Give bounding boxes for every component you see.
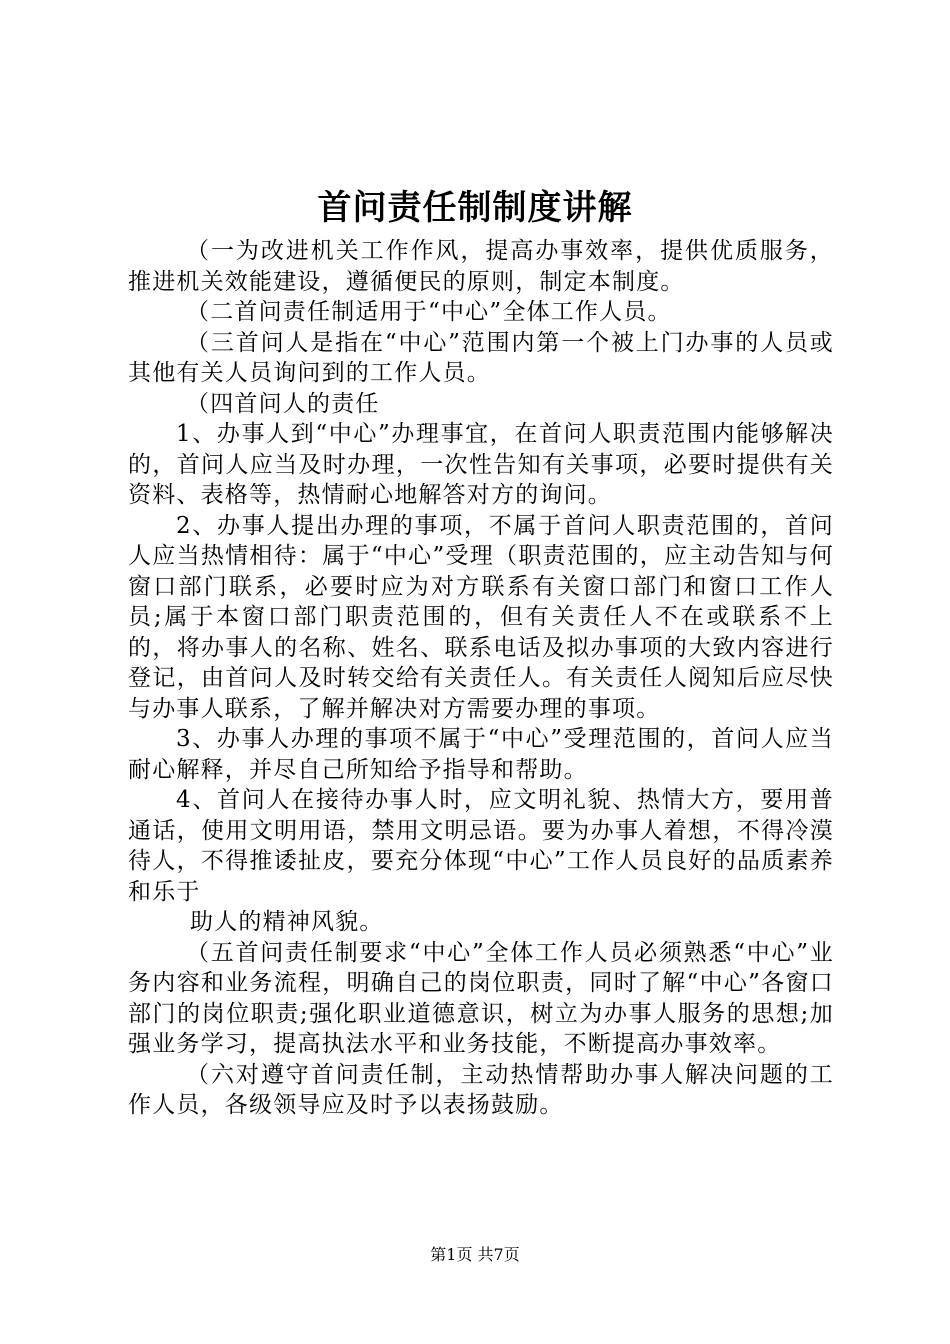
document-body [128, 236, 834, 1121]
paragraph-2: （二首问责任制适用于“中心”全体工作人员。 [186, 299, 672, 325]
page-number-footer: 第1页 共7页 [430, 1245, 520, 1264]
paragraph-4: （四首问人的责任 [186, 390, 380, 417]
paragraph-3: （三首问人是指在“中心”范围内第一个被上门办事的人员或其他有关人员询问到的工作人员。 [128, 329, 834, 386]
paragraph-1: （一为改进机关工作作风，提高办事效率，提供优质服务，推进机关效能建设，遵循便民的原则，制定本制度。 [128, 238, 834, 295]
paragraph-6: 2、办事人提出办理的事项，不属于首问人职责范围的，首问人应当热情相待：属于“中心”受理（职责范围的，应主动告知与何窗口部门联系，必要时应为对方联系有关窗口部门和窗口工作人员;属于本窗口部门职责范围的，但有关责任人不在或联系不上的，将办事人的名称、姓名、联系电话及拟办事项的大致内容进行登记，由首问人及时转交给有关责任人。有关责任人阅知后应尽快与办事人联系，了解并解决对方需要办理的事项。 [128, 512, 834, 722]
paragraph-10: （五首问责任制要求“中心”全体工作人员必须熟悉“中心”业务内容和业务流程，明确自己的岗位职责，同时了解“中心”各窗口部门的岗位职责;强化职业道德意识，树立为办事人服务的思想;加强业务学习，提高执法水平和业务技能，不断提高办事效率。 [128, 939, 834, 1057]
document-title: 首问责任制制度讲解 [317, 188, 633, 228]
paragraph-8: 4、首问人在接待办事人时，应文明礼貌、热情大方，要用普通话，使用文明用语，禁用文明忌语。要为办事人着想，不得冷漠待人，不得推诿扯皮，要充分体现“中心”工作人员良好的品质素养和乐于 [128, 787, 834, 905]
paragraph-9: 助人的精神风貌。 [190, 909, 384, 935]
paragraph-5: 1、办事人到“中心”办理事宜，在首问人职责范围内能够解决的，首问人应当及时办理，一次性告知有关事项，必要时提供有关资料、表格等，热情耐心地解答对方的询问。 [128, 421, 834, 508]
paragraph-11: （六对遵守首问责任制，主动热情帮助办事人解决问题的工作人员，各级领导应及时予以表扬鼓励。 [128, 1061, 834, 1118]
paragraph-7: 3、办事人办理的事项不属于“中心”受理范围的，首问人应当耐心解释，并尽自己所知给予指导和帮助。 [128, 726, 834, 783]
